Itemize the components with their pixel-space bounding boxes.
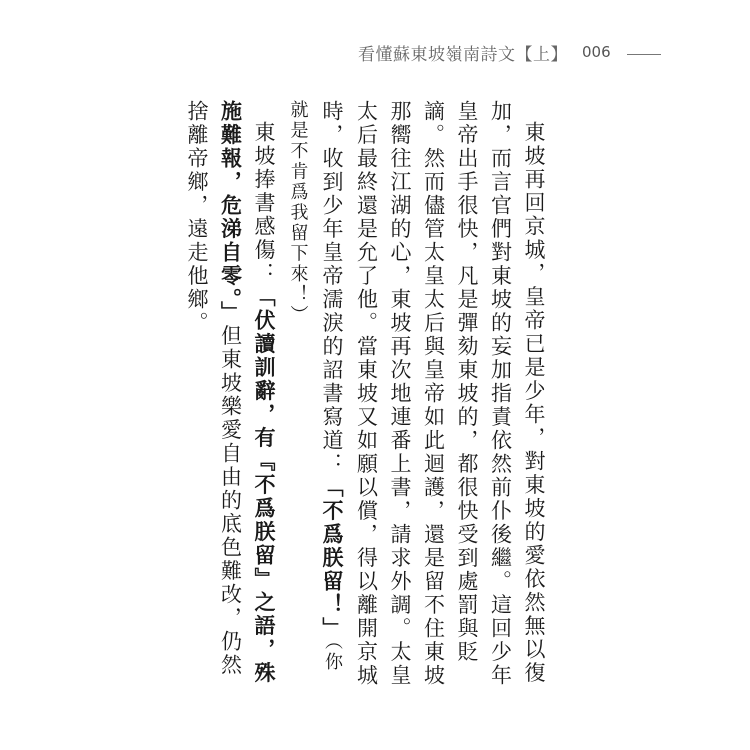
body-text [180, 100, 551, 690]
paragraph-2-intro: 東坡捧書感傷： [252, 121, 276, 286]
memorial-quote: 「伏讀訓辭，有『不爲朕留』之語，殊施難報，危涕自零。」 [218, 100, 276, 685]
page-number: 006 [582, 43, 611, 61]
paragraph-2-text: 但東坡樂愛自由的底色難改，仍然捨離帝鄉，遠走他鄉。 [185, 100, 243, 677]
paragraph-1-text: 東坡再回京城，皇帝已是少年，對東坡的愛依然無以復加，而言官們對東坡的妄加指責依然前仆後繼。這回少年皇帝出手很快，凡是彈劾東坡的，都很快受到處罰與貶謫。然而儘管太皇太后與皇帝如此迴護，還是留不住東坡那嚮往江湖的心，東坡再次地連番上書，請求外調。太皇太后最終還是允了他。當東坡又如願以償，得以離開京城時，收到少年皇帝濡淚的詔書寫道： [320, 100, 546, 688]
paragraph-2 [180, 100, 281, 690]
book-title: 看懂蘇東坡嶺南詩文【上】 [358, 44, 568, 65]
running-header [358, 41, 661, 63]
edict-quote: 「不爲朕留！」 [320, 476, 344, 641]
header-rule [627, 54, 661, 55]
translation-aside: （你就是不肯爲我留下來！） [287, 100, 343, 673]
paragraph-1 [280, 100, 550, 690]
